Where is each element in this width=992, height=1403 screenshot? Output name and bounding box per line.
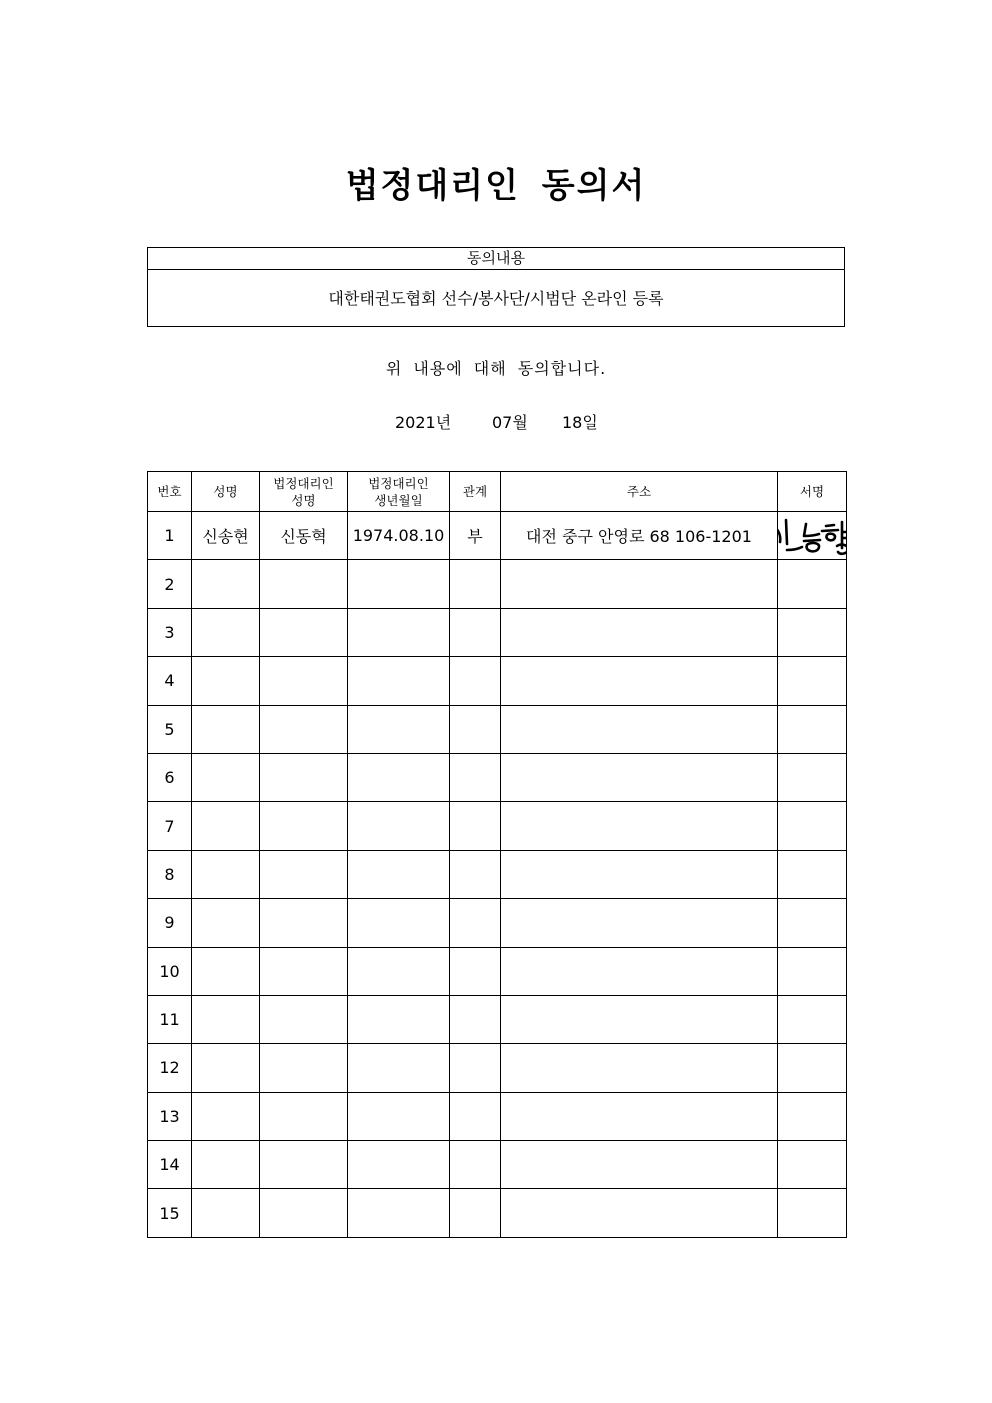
- cell-no: 11: [148, 995, 192, 1043]
- cell-guardian-birth: 1974.08.10: [348, 512, 450, 560]
- header-guardian-birth: [348, 472, 450, 512]
- agree-statement: 위 내용에 대해 동의합니다.: [385, 359, 607, 378]
- cell-no: 7: [148, 802, 192, 850]
- header-address: 주소: [501, 472, 778, 512]
- cell-guardian-birth: [348, 608, 450, 656]
- cell-signature: [778, 995, 847, 1043]
- cell-no: 3: [148, 608, 192, 656]
- cell-name: [192, 657, 260, 705]
- cell-guardian-name: 신동혁: [260, 512, 348, 560]
- cell-address: [501, 1044, 778, 1092]
- cell-relation: [450, 1189, 501, 1237]
- cell-name: [192, 608, 260, 656]
- document-title: 법정대리인 동의서: [345, 166, 647, 206]
- cell-name: [192, 753, 260, 801]
- cell-guardian-name: [260, 995, 348, 1043]
- table-row: [148, 995, 847, 1043]
- cell-no: 4: [148, 657, 192, 705]
- agreement-header: 동의내용: [148, 248, 844, 270]
- date-year: 2021년: [395, 413, 452, 432]
- cell-address: [501, 753, 778, 801]
- cell-guardian-birth: [348, 657, 450, 705]
- cell-address: [501, 1141, 778, 1189]
- cell-guardian-name: [260, 1141, 348, 1189]
- cell-no: 12: [148, 1044, 192, 1092]
- cell-no: 9: [148, 899, 192, 947]
- cell-guardian-birth: [348, 1044, 450, 1092]
- cell-name: [192, 1141, 260, 1189]
- cell-guardian-birth: [348, 947, 450, 995]
- cell-signature: [778, 802, 847, 850]
- cell-guardian-name: [260, 947, 348, 995]
- table-row: [148, 1092, 847, 1140]
- header-no: 번호: [148, 472, 192, 512]
- cell-address: [501, 657, 778, 705]
- cell-name: [192, 899, 260, 947]
- handwritten-signature: [778, 514, 847, 558]
- header-guardian-name-line2: 성명: [291, 492, 316, 508]
- cell-guardian-birth: [348, 1189, 450, 1237]
- cell-no: 5: [148, 705, 192, 753]
- cell-name: [192, 1044, 260, 1092]
- cell-no: 13: [148, 1092, 192, 1140]
- cell-address: [501, 995, 778, 1043]
- cell-relation: [450, 1044, 501, 1092]
- cell-guardian-name: [260, 608, 348, 656]
- cell-signature: [778, 1141, 847, 1189]
- cell-signature: [778, 753, 847, 801]
- cell-signature: [778, 560, 847, 608]
- cell-guardian-birth: [348, 560, 450, 608]
- cell-signature: [778, 1092, 847, 1140]
- cell-guardian-birth: [348, 850, 450, 898]
- cell-guardian-name: [260, 657, 348, 705]
- cell-guardian-name: [260, 899, 348, 947]
- header-guardian-name-line1: 법정대리인: [273, 475, 334, 491]
- cell-relation: [450, 850, 501, 898]
- table-row: [148, 899, 847, 947]
- table-row: [148, 753, 847, 801]
- date-day: 18일: [562, 413, 598, 432]
- cell-relation: [450, 705, 501, 753]
- cell-relation: [450, 608, 501, 656]
- cell-name: 신송현: [192, 512, 260, 560]
- cell-guardian-birth: [348, 705, 450, 753]
- cell-relation: [450, 1141, 501, 1189]
- cell-guardian-birth: [348, 1092, 450, 1140]
- cell-relation: 부: [450, 512, 501, 560]
- cell-relation: [450, 560, 501, 608]
- cell-guardian-birth: [348, 899, 450, 947]
- table-row: [148, 1189, 847, 1237]
- cell-signature: [778, 512, 847, 560]
- cell-signature: [778, 899, 847, 947]
- cell-guardian-name: [260, 1092, 348, 1140]
- cell-no: 1: [148, 512, 192, 560]
- agreement-box: [147, 247, 845, 327]
- cell-relation: [450, 753, 501, 801]
- cell-relation: [450, 899, 501, 947]
- table-header-row: [148, 472, 847, 512]
- date-line: [0, 410, 992, 432]
- header-guardian-birth-line1: 법정대리인: [368, 475, 429, 491]
- cell-no: 10: [148, 947, 192, 995]
- cell-no: 14: [148, 1141, 192, 1189]
- cell-name: [192, 1189, 260, 1237]
- header-signature: 서명: [778, 472, 847, 512]
- cell-name: [192, 560, 260, 608]
- table-row: [148, 560, 847, 608]
- consent-table: [147, 471, 847, 1238]
- cell-address: [501, 1092, 778, 1140]
- cell-signature: [778, 850, 847, 898]
- cell-signature: [778, 705, 847, 753]
- cell-no: 2: [148, 560, 192, 608]
- cell-name: [192, 947, 260, 995]
- cell-name: [192, 1092, 260, 1140]
- cell-address: [501, 802, 778, 850]
- table-row: [148, 1141, 847, 1189]
- cell-no: 8: [148, 850, 192, 898]
- cell-signature: [778, 657, 847, 705]
- cell-signature: [778, 1044, 847, 1092]
- cell-address: [501, 1189, 778, 1237]
- cell-signature: [778, 1189, 847, 1237]
- header-relation: 관계: [450, 472, 501, 512]
- cell-guardian-name: [260, 753, 348, 801]
- cell-address: [501, 608, 778, 656]
- table-row: [148, 657, 847, 705]
- cell-guardian-name: [260, 1044, 348, 1092]
- cell-no: 15: [148, 1189, 192, 1237]
- table-row: [148, 850, 847, 898]
- cell-guardian-name: [260, 705, 348, 753]
- agreement-content: 대한태권도협회 선수/봉사단/시범단 온라인 등록: [328, 289, 664, 308]
- cell-name: [192, 850, 260, 898]
- cell-signature: [778, 947, 847, 995]
- cell-address: [501, 850, 778, 898]
- cell-guardian-birth: [348, 995, 450, 1043]
- cell-name: [192, 802, 260, 850]
- cell-guardian-name: [260, 850, 348, 898]
- header-guardian-birth-line2: 생년월일: [374, 492, 423, 508]
- cell-signature: [778, 608, 847, 656]
- cell-relation: [450, 657, 501, 705]
- cell-guardian-birth: [348, 802, 450, 850]
- cell-address: [501, 560, 778, 608]
- cell-guardian-birth: [348, 753, 450, 801]
- header-name: 성명: [192, 472, 260, 512]
- table-row: [148, 802, 847, 850]
- table-row: [148, 608, 847, 656]
- cell-address: 대전 중구 안영로 68 106-1201: [501, 512, 778, 560]
- cell-guardian-birth: [348, 1141, 450, 1189]
- cell-relation: [450, 802, 501, 850]
- header-guardian-name: [260, 472, 348, 512]
- cell-address: [501, 899, 778, 947]
- cell-relation: [450, 995, 501, 1043]
- cell-guardian-name: [260, 802, 348, 850]
- date-month: 07월: [492, 413, 528, 432]
- table-row: [148, 705, 847, 753]
- cell-name: [192, 705, 260, 753]
- cell-guardian-name: [260, 1189, 348, 1237]
- cell-no: 6: [148, 753, 192, 801]
- table-row: [148, 947, 847, 995]
- cell-address: [501, 705, 778, 753]
- table-row: [148, 512, 847, 560]
- cell-name: [192, 995, 260, 1043]
- cell-address: [501, 947, 778, 995]
- cell-relation: [450, 1092, 501, 1140]
- cell-relation: [450, 947, 501, 995]
- cell-guardian-name: [260, 560, 348, 608]
- table-row: [148, 1044, 847, 1092]
